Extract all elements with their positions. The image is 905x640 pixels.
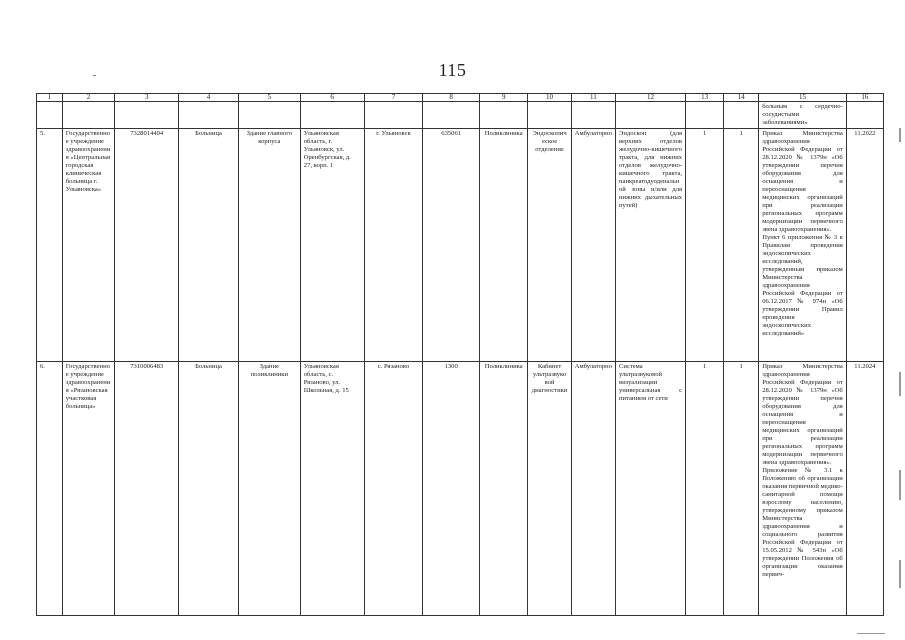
department: Эндоскопическое отделение <box>528 129 571 362</box>
equipment: Эндоскоп (для верхних отделов желудочно-кишечного тракта, для нижних отделов желудочно-кишечного тракта, панкреатодуоденальной зоны и/или для нижних дыхательных путей) <box>615 129 685 362</box>
subdivision: Поликлиника <box>480 129 528 362</box>
scan-edge-mark <box>899 128 901 142</box>
subdivision: Поликлиника <box>480 362 528 616</box>
care-form: Амбулаторно <box>571 129 615 362</box>
continuation-text: больным с сердечно-сосудистыми заболеваниями» <box>759 102 847 129</box>
continuation-row <box>37 102 884 129</box>
col-header: 10 <box>528 94 571 102</box>
col-header: 15 <box>759 94 847 102</box>
equipment: Система ультразвуковой визуализации универсальная с питанием от сети <box>615 362 685 616</box>
col-header: 1 <box>37 94 63 102</box>
inn: 7328014494 <box>115 129 179 362</box>
col-header: 5 <box>238 94 300 102</box>
address: Ульяновская область, г. Ульяновск, ул. Оренбургская, д. 27, корп. 1 <box>300 129 364 362</box>
table-row <box>37 362 884 616</box>
qty-plan: 1 <box>686 362 724 616</box>
inn: 7310006483 <box>115 362 179 616</box>
building: Здание главного корпуса <box>238 129 300 362</box>
department: Кабинет ультразвуковой диагностики <box>528 362 571 616</box>
organization-name: Государственное учреждение здравоохранения «Рязановская участковая больница» <box>62 362 115 616</box>
organization-name: Государственное учреждение здравоохранения «Центральная городская клиническая больница г. Ульяновска» <box>62 129 115 362</box>
date: 11.2022 <box>846 129 883 362</box>
date: 11.2024 <box>846 362 883 616</box>
locality: с. Рязаново <box>364 362 423 616</box>
col-header: 8 <box>423 94 480 102</box>
scan-edge-mark <box>899 560 901 588</box>
col-header: 7 <box>364 94 423 102</box>
population: 1300 <box>423 362 480 616</box>
scan-edge-mark <box>899 372 901 396</box>
facility-type: Больница <box>179 129 239 362</box>
qty-fact: 1 <box>724 129 759 362</box>
row-number: 6. <box>37 362 63 616</box>
col-header: 14 <box>724 94 759 102</box>
col-header: 12 <box>615 94 685 102</box>
legal-basis: Приказ Министерства здравоохранения Российской Федерации от 28.12.2020 № 1379н «Об утверждении перечня оборудования для оснащения и переоснащения медицинских организаций при реализации региональных программ модернизации первичного звена здравоохранения». Пункт 6 приложения № 3 к Правилам проведения эндоскопических исследований, утвержденным приказом Министерства здравоохранения Российской Федерации от 06.12.2017 № 974н «Об утверждении Правил проведения эндоскопических исследований» <box>759 129 847 362</box>
table-row <box>37 129 884 362</box>
page-number: 115 <box>438 60 467 80</box>
facility-type: Больница <box>179 362 239 616</box>
col-header: 4 <box>179 94 239 102</box>
equipment-table <box>36 93 884 616</box>
col-header: 3 <box>115 94 179 102</box>
scan-edge-mark <box>899 470 901 500</box>
scan-edge-mark <box>857 633 885 634</box>
care-form: Амбулаторно <box>571 362 615 616</box>
row-number: 5. <box>37 129 63 362</box>
col-header: 11 <box>571 94 615 102</box>
legal-basis: Приказ Министерства здравоохранения Российской Федерации от 28.12.2020 № 1379н «Об утверждении перечня оборудования для оснащения и переоснащения медицинских организаций при реализации региональных программ модернизации первичного звена здравоохранения». Приложение № 3.1 к Положению об организации оказания первичной медико-санитарной помощи взрослому населению, утвержденному приказом Министерства здравоохранения и социального развития Российской Федерации от 15.05.2012 № 543н «Об утверждении Положения об организации оказания первич- <box>759 362 847 616</box>
population: 635061 <box>423 129 480 362</box>
col-header: 13 <box>686 94 724 102</box>
address: Ульяновская область, с. Рязаново, ул. Школьная, д. 15 <box>300 362 364 616</box>
col-header: 16 <box>846 94 883 102</box>
locality: г. Ульяновск <box>364 129 423 362</box>
qty-plan: 1 <box>686 129 724 362</box>
col-header: 2 <box>62 94 115 102</box>
col-header: 6 <box>300 94 364 102</box>
col-header: 9 <box>480 94 528 102</box>
scan-speck <box>93 75 96 76</box>
building: Здание поликлиники <box>238 362 300 616</box>
column-number-row <box>37 94 884 102</box>
qty-fact: 1 <box>724 362 759 616</box>
